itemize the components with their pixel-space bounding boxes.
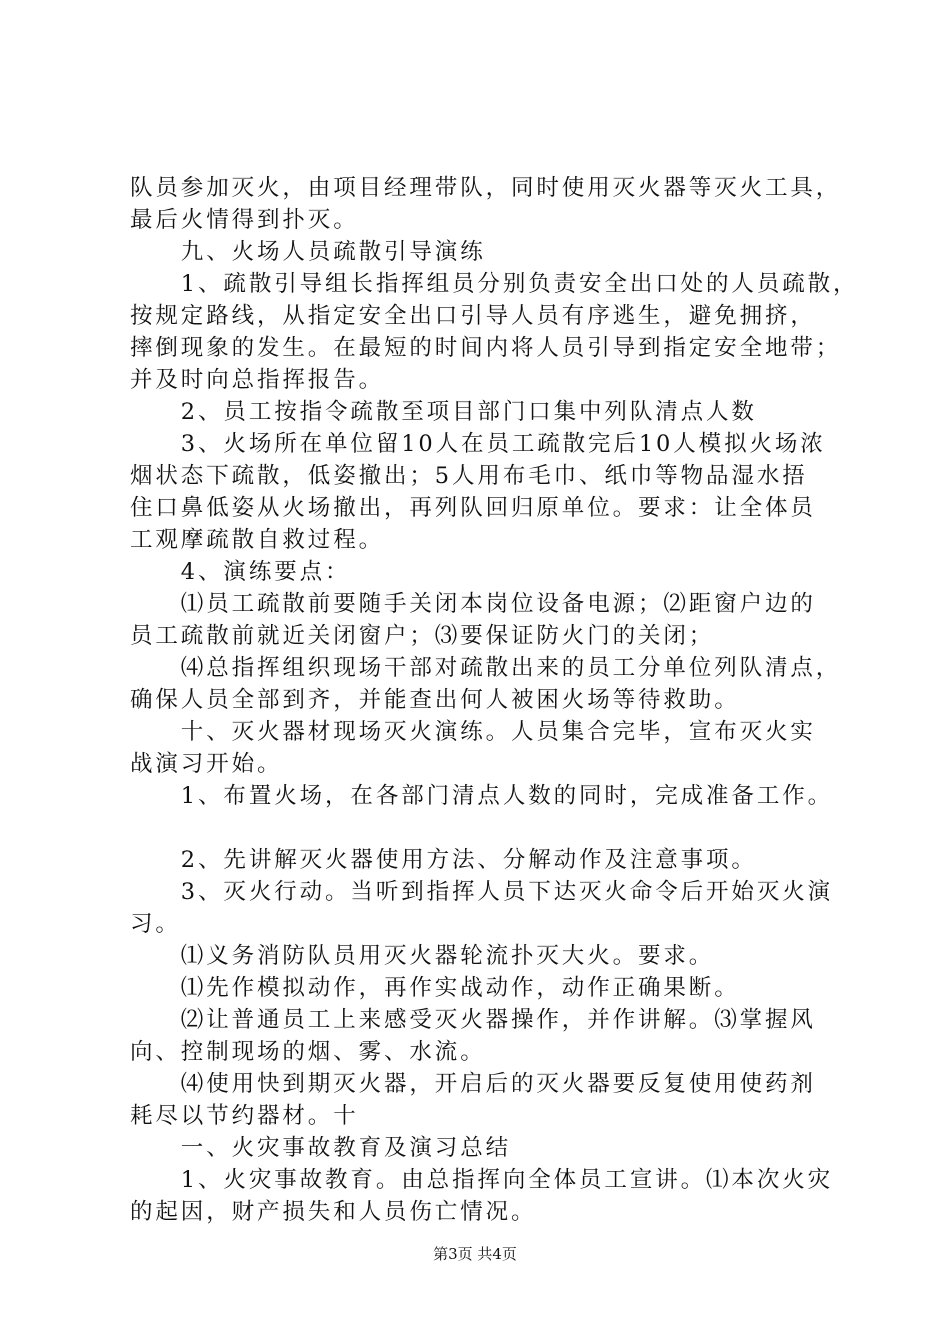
text-line: ⑴义务消防队员用灭火器轮流扑灭大火。要求。 xyxy=(130,943,715,969)
text-line: 习。 xyxy=(130,911,181,937)
text-line: 烟状态下疏散，低姿撤出；5人用布毛巾、纸巾等物品湿水捂 xyxy=(130,463,808,489)
page-footer: 第3页 共4页 xyxy=(433,1245,517,1263)
text-line: 队员参加灭火，由项目经理带队，同时使用灭火器等灭火工具， xyxy=(130,175,842,201)
text-line: ⑴员工疏散前要随手关闭本岗位设备电源；⑵距窗户边的 xyxy=(130,591,816,617)
text-line: 摔倒现象的发生。在最短的时间内将人员引导到指定安全地带； xyxy=(130,335,842,361)
text-line: 4、演练要点： xyxy=(130,559,351,585)
document-body xyxy=(130,172,859,1228)
text-line: 3、灭火行动。当听到指挥人员下达灭火命令后开始灭火演 xyxy=(130,879,834,905)
text-line: 2、员工按指令疏散至项目部门口集中列队清点人数 xyxy=(130,399,757,425)
text-line: ⑷使用快到期灭火器，开启后的灭火器要反复使用使药剂 xyxy=(130,1071,816,1097)
text-line: 向、控制现场的烟、雾、水流。 xyxy=(130,1039,486,1065)
text-line: ⑵让普通员工上来感受灭火器操作，并作讲解。⑶掌握风 xyxy=(130,1007,816,1033)
text-line: 住口鼻低姿从火场撤出，再列队回归原单位。要求：让全体员 xyxy=(130,495,816,521)
text-line: 工观摩疏散自救过程。 xyxy=(130,527,385,553)
section-heading: 十、灭火器材现场灭火演练。人员集合完毕，宣布灭火实 xyxy=(130,719,816,745)
text-line: 3、火场所在单位留10人在员工疏散完后10人模拟火场浓 xyxy=(130,431,826,457)
section-heading: 九、火场人员疏散引导演练 xyxy=(130,239,486,265)
text-line: 并及时向总指挥报告。 xyxy=(130,367,385,393)
text-line: 按规定路线，从指定安全出口引导人员有序逃生，避免拥挤， xyxy=(130,303,816,329)
text-line: ⑴先作模拟动作，再作实战动作，动作正确果断。 xyxy=(130,975,740,1001)
text-line: 战演习开始。 xyxy=(130,751,283,777)
text-line: 1、火灾事故教育。由总指挥向全体员工宣讲。⑴本次火灾 xyxy=(130,1167,834,1193)
text-line: 耗尽以节约器材。十 xyxy=(130,1103,359,1129)
text-line: 1、布置火场，在各部门清点人数的同时，完成准备工作。 xyxy=(130,783,834,809)
text-line: 1、疏散引导组长指挥组员分别负责安全出口处的人员疏散， xyxy=(130,271,859,297)
section-heading: 一、火灾事故教育及演习总结 xyxy=(130,1135,512,1161)
text-line: 的起因，财产损失和人员伤亡情况。 xyxy=(130,1199,537,1225)
blank-line xyxy=(130,812,840,844)
text-line: 确保人员全部到齐，并能查出何人被困火场等待救助。 xyxy=(130,687,740,713)
text-line: 2、先讲解灭火器使用方法、分解动作及注意事项。 xyxy=(130,847,757,873)
text-line: 最后火情得到扑灭。 xyxy=(130,207,359,233)
text-line: ⑷总指挥组织现场干部对疏散出来的员工分单位列队清点， xyxy=(130,655,842,681)
text-line: 员工疏散前就近关闭窗户；⑶要保证防火门的关闭； xyxy=(130,623,715,649)
